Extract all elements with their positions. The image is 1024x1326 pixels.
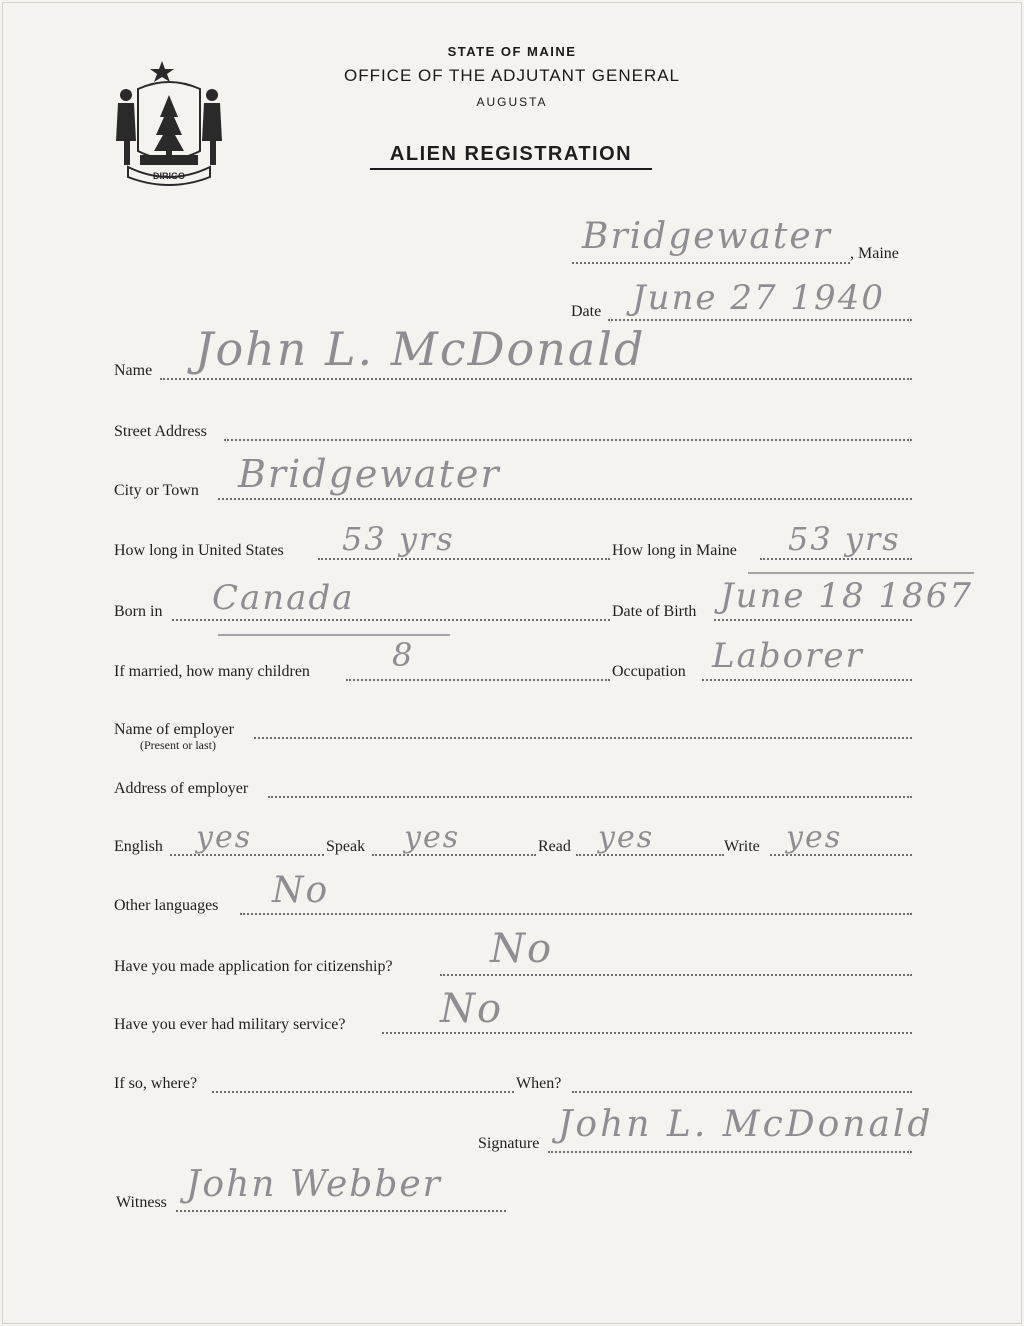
- military-line: [382, 1032, 912, 1034]
- other-languages-label: Other languages: [114, 897, 219, 914]
- children-label: If married, how many children: [114, 663, 310, 680]
- speak-label: Speak: [326, 838, 366, 855]
- date-of-birth-line: [714, 619, 912, 621]
- children-line: [346, 679, 610, 681]
- how-long-us-label: How long in United States: [114, 542, 284, 559]
- seal-banner-text: DIRIGO: [152, 171, 186, 181]
- witness-value: John Webber: [186, 1164, 442, 1205]
- employer-address-label: Address of employer: [114, 780, 249, 797]
- form-title: ALIEN REGISTRATION: [370, 143, 652, 170]
- city-label: City or Town: [114, 482, 199, 499]
- city-value: Bridgewater: [238, 452, 501, 496]
- street-address-line: [224, 439, 912, 441]
- pen-stroke: [748, 572, 974, 574]
- name-value: John L. McDonald: [195, 322, 646, 376]
- employer-address-line: [268, 796, 912, 798]
- military-label: Have you ever had military service?: [114, 1016, 346, 1033]
- occupation-label: Occupation: [612, 663, 686, 680]
- date-of-birth-label: Date of Birth: [612, 603, 697, 620]
- speak-value: yes: [404, 820, 461, 855]
- english-label: English: [114, 838, 163, 855]
- if-so-where-line: [212, 1091, 514, 1093]
- other-languages-line: [240, 913, 912, 915]
- born-in-value: Canada: [212, 578, 355, 618]
- maine-label: , Maine: [850, 245, 899, 262]
- signature-label: Signature: [478, 1135, 540, 1152]
- if-so-where-label: If so, where?: [114, 1075, 198, 1092]
- occupation-value: Laborer: [712, 636, 864, 676]
- how-long-maine-value: 53 yrs: [788, 520, 901, 558]
- write-value: yes: [786, 820, 843, 855]
- signature-value: John L. McDonald: [558, 1104, 934, 1145]
- employer-name-label: Name of employer: [114, 721, 234, 738]
- when-label: When?: [516, 1075, 562, 1092]
- city-line: [218, 498, 912, 500]
- when-line: [572, 1091, 912, 1093]
- other-languages-value: No: [272, 870, 330, 911]
- english-value: yes: [196, 820, 253, 855]
- write-label: Write: [724, 838, 760, 855]
- header-city: AUGUSTA: [476, 95, 548, 109]
- military-value: No: [440, 986, 504, 1032]
- children-value: 8: [392, 636, 415, 674]
- date-of-birth-value: June 18 1867: [720, 576, 973, 616]
- witness-line: [176, 1210, 506, 1212]
- date-value: June 27 1940: [632, 278, 885, 318]
- citizenship-value: No: [490, 926, 554, 972]
- employer-name-sublabel: (Present or last): [140, 738, 216, 752]
- signature-line: [548, 1151, 912, 1153]
- street-address-label: Street Address: [114, 423, 207, 440]
- how-long-us-line: [318, 558, 610, 560]
- read-value: yes: [598, 820, 655, 855]
- occupation-line: [702, 679, 912, 681]
- town-value: Bridgewater: [582, 216, 832, 257]
- read-label: Read: [538, 838, 571, 855]
- how-long-us-value: 53 yrs: [342, 520, 455, 558]
- citizenship-label: Have you made application for citizenship?: [114, 958, 393, 975]
- date-line: [608, 319, 912, 321]
- born-in-line: [172, 619, 610, 621]
- pen-stroke: [218, 634, 450, 636]
- name-label: Name: [114, 362, 153, 379]
- date-label: Date: [571, 303, 602, 320]
- employer-name-line: [254, 737, 912, 739]
- born-in-label: Born in: [114, 603, 163, 620]
- town-line: [572, 262, 850, 264]
- citizenship-line: [440, 974, 912, 976]
- header-state: STATE OF MAINE: [447, 44, 577, 59]
- witness-label: Witness: [116, 1194, 167, 1211]
- name-line: [160, 378, 912, 380]
- how-long-maine-label: How long in Maine: [612, 542, 737, 559]
- header-office: OFFICE OF THE ADJUTANT GENERAL: [343, 66, 681, 85]
- how-long-maine-line: [760, 558, 912, 560]
